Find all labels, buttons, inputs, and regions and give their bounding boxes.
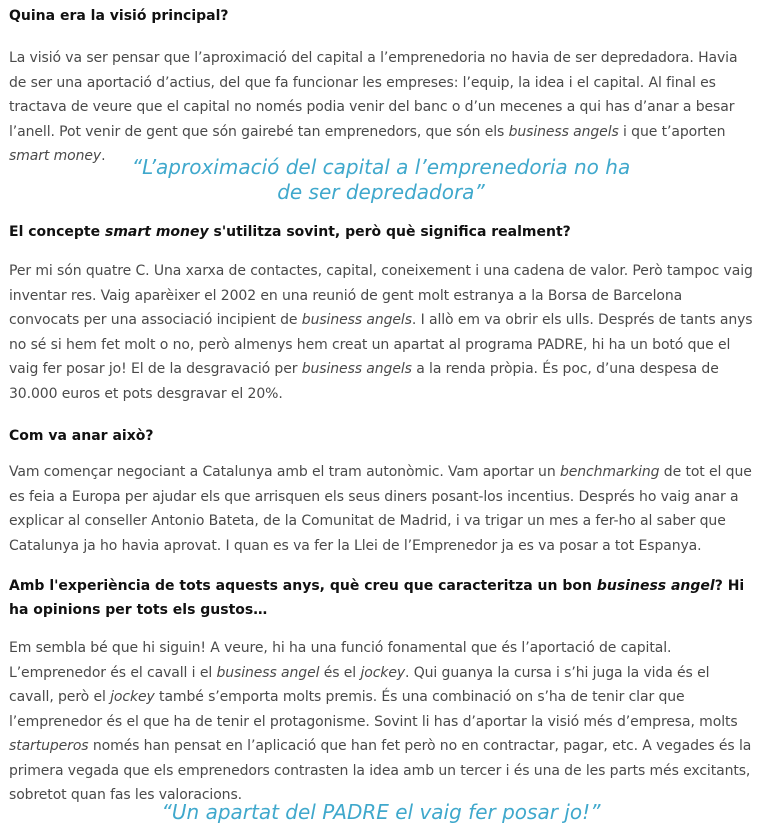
answer-how-it-went: Vam començar negociant a Catalunya amb el tram autonòmic. Vam aportar un benchmarking de tot el que es feia a Europa per ajudar els que arrisquen els seus diners posant-los incentius. Després ho vaig anar a explicar al conseller Antonio Bateta, de la Comunitat de Madrid, i va trigar un mes a fer-ho al saber que Catalunya ja ho havia aprovat. I quan es va fer la Llei de l’Emprenedor ja es va posar a tot Espanya. [9, 464, 752, 554]
pull-quote-1-line2: de ser depredadora” [277, 180, 485, 204]
answer-good-business-angel: Em sembla bé que hi siguin! A veure, hi ha una funció fonamental que és l’aportació de capital. L’emprenedor és el cavall i el business angel és el jockey. Qui guanya la cursa i s’hi juga la vida és el cavall, però el jockey també s’emporta molts premis. És una combinació on s’ha de tenir clar que l’emprenedor és el que ha de tenir el protagonisme. Sovint li has d’aportar la visió més d’empresa, molts startuperos només han pensat en l’aplicació que han fet però no en contractar, pagar, etc. A vegades és la primera vegada que els emprenedors contrasten la idea amb un tercer i és una de les parts més excitants, sobretot quan fas les valoracions. [9, 640, 752, 803]
question-vision: Quina era la visió principal? [9, 8, 229, 24]
question-how-it-went: Com va anar això? [9, 428, 154, 444]
answer-smart-money: Per mi són quatre C. Una xarxa de contactes, capital, coneixement i una cadena de valor. Però tampoc vaig inventar res. Vaig aparèixer el 2002 en una reunió de gent molt estranya a la Borsa de Barcelona convocats per una associació incipient de business angels. I allò em va obrir els ulls. Després de tants anys no sé si hem fet molt o no, però almenys hem creat un apartat al programa PADRE, hi ha un botó que el vaig fer posar jo! El de la desgravació per business angels a la renda pròpia. És poc, d’una despesa de 30.000 euros et pots desgravar el 20%. [9, 263, 753, 402]
answer-vision: La visió va ser pensar que l’aproximació del capital a l’emprenedoria no havia de ser depredadora. Havia de ser una aportació d’actius, del que fa funcionar les empreses: l’equip, la idea i el capital. Al final es tractava de veure que el capital no només podia venir del banc o d’un mecenes a qui has d’anar a besar l’anell. Pot venir de gent que són gairebé tan emprenedors, que són els business angels i que t’aporten smart money. [9, 50, 738, 164]
pull-quote-1 [9, 155, 753, 205]
pull-quote-1-line1: “L’aproximació del capital a l’emprenedoria no ha [131, 155, 631, 179]
pull-quote-2 [9, 800, 753, 825]
question-good-business-angel: Amb l'experiència de tots aquests anys, què creu que caracteritza un bon business angel? Hi ha opinions per tots els gustos… [9, 578, 745, 618]
pull-quote-2-line1: “Un apartat del PADRE el vaig fer posar jo!” [161, 800, 601, 824]
question-smart-money: El concepte smart money s'utilitza sovint, però què significa realment? [9, 224, 571, 240]
